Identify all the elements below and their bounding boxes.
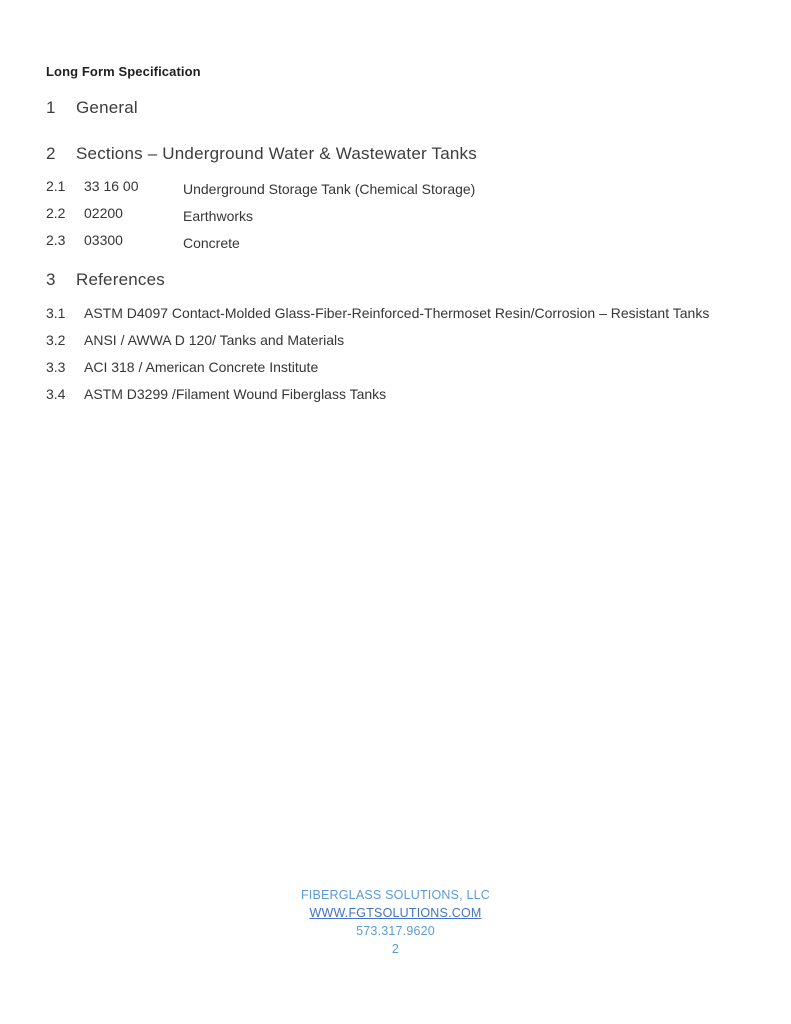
footer-website-link[interactable]: WWW.FGTSOLUTIONS.COM [309, 906, 482, 920]
reference-row [46, 327, 745, 354]
section-item-code: 33 16 00 [84, 178, 139, 194]
section-item-description: Underground Storage Tank (Chemical Storage) [183, 181, 476, 197]
document-content [0, 0, 791, 408]
section-item-number: 2.2 [46, 205, 66, 221]
section-item-row [46, 173, 745, 200]
reference-text: ACI 318 / American Concrete Institute [84, 359, 319, 375]
reference-number: 3.3 [46, 359, 66, 375]
reference-text: ASTM D3299 /Filament Wound Fiberglass Tanks [84, 386, 387, 402]
section-item-description: Earthworks [183, 208, 254, 224]
reference-number: 3.4 [46, 386, 66, 402]
reference-text: ASTM D4097 Contact-Molded Glass-Fiber-Reinforced-Thermoset Resin/Corrosion – Resistant Tanks [84, 305, 710, 321]
reference-number: 3.1 [46, 305, 66, 321]
page-footer [0, 886, 791, 958]
section-item-code: 02200 [84, 205, 123, 221]
heading-general-number: 1 [46, 98, 56, 117]
section-item-row [46, 200, 745, 227]
heading-references-number: 3 [46, 270, 56, 289]
section-item-code: 03300 [84, 232, 123, 248]
heading-references [46, 268, 745, 291]
heading-general-title: General [76, 98, 138, 117]
reference-row [46, 354, 745, 381]
section-item-description: Concrete [183, 235, 240, 251]
footer-company-name: FIBERGLASS SOLUTIONS, LLC [300, 888, 491, 902]
heading-sections-title: Sections – Underground Water & Wastewater Tanks [76, 144, 477, 163]
section-item-number: 2.1 [46, 178, 66, 194]
section-item-list [46, 173, 745, 254]
heading-references-title: References [76, 270, 165, 289]
section-item-row [46, 227, 745, 254]
section-item-number: 2.3 [46, 232, 66, 248]
reference-text: ANSI / AWWA D 120/ Tanks and Materials [84, 332, 345, 348]
reference-number: 3.2 [46, 332, 66, 348]
reference-list [46, 300, 745, 408]
reference-row [46, 300, 745, 327]
heading-general [46, 96, 745, 119]
footer-phone-number: 573.317.9620 [356, 924, 435, 938]
reference-row [46, 381, 745, 408]
document-label: Long Form Specification [46, 64, 201, 79]
footer-page-number: 2 [391, 942, 400, 956]
heading-sections-number: 2 [46, 144, 56, 163]
heading-sections [46, 142, 745, 165]
